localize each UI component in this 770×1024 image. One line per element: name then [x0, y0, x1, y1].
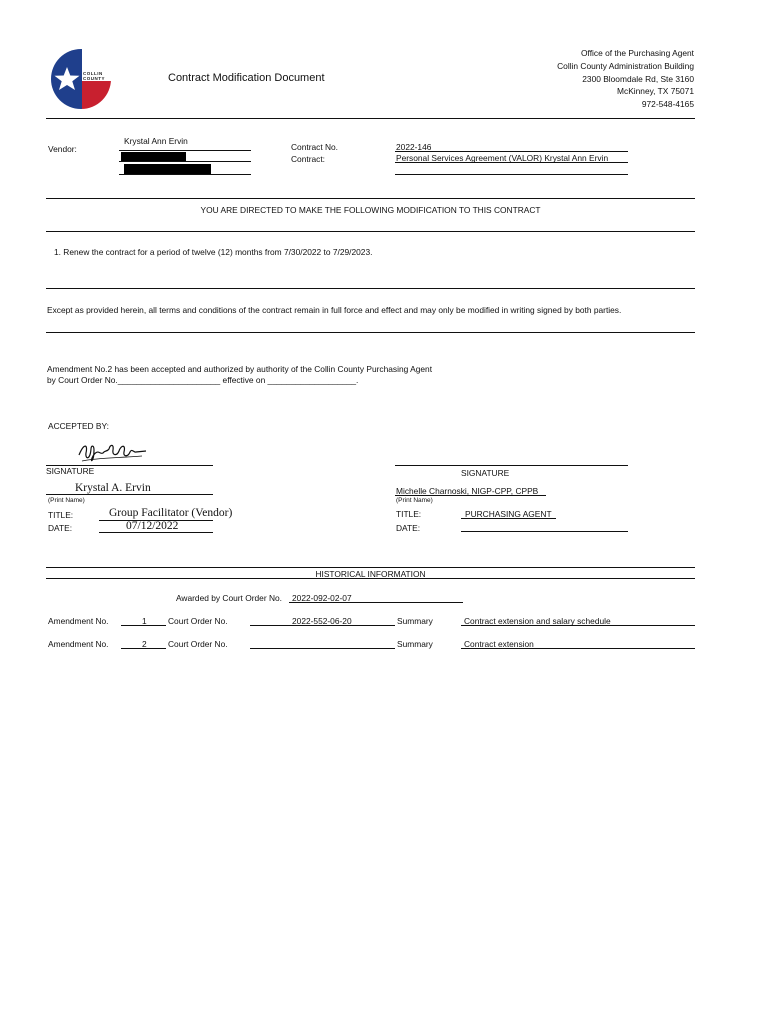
- vendor-line: [119, 150, 251, 151]
- contract-no-value: 2022-146: [396, 142, 432, 152]
- amendment-number: 2: [142, 639, 147, 649]
- vendor-title: Group Facilitator (Vendor): [109, 507, 233, 519]
- summary-value: Contract extension and salary schedule: [464, 616, 611, 626]
- date-label: DATE:: [48, 523, 73, 533]
- divider: [46, 198, 695, 199]
- title-label: TITLE:: [396, 509, 422, 519]
- print-name-label: (Print Name): [396, 497, 433, 504]
- amendment-line: Amendment No.2 has been accepted and authorized by authority of the Collin County Purchasing Agent: [47, 364, 433, 374]
- vendor-line: [119, 161, 251, 162]
- county-logo: [50, 48, 114, 110]
- amendment-line: by Court Order No.______________________ effective on ___________________.: [47, 375, 359, 385]
- amendment-line: [121, 625, 166, 626]
- office-line: Collin County Administration Building: [557, 60, 694, 71]
- signature-label: SIGNATURE: [46, 466, 95, 476]
- office-line: 2300 Bloomdale Rd, Ste 3160: [582, 73, 694, 84]
- court-order-label: Court Order No.: [168, 616, 228, 626]
- contract-value: Personal Services Agreement (VALOR) Krystal Ann Ervin: [396, 153, 609, 163]
- office-line: Office of the Purchasing Agent: [581, 48, 694, 58]
- vendor-name: Krystal Ann Ervin: [124, 136, 188, 146]
- amendment-label: Amendment No.: [48, 616, 109, 626]
- county-print-name: Michelle Charnoski, NIGP-CPP, CPPB: [396, 486, 539, 496]
- summary-label: Summary: [397, 616, 433, 626]
- logo-text: COLLIN COUNTY: [83, 71, 105, 81]
- court-order-value: 2022-552-06-20: [292, 616, 352, 626]
- title-label: TITLE:: [48, 510, 74, 520]
- county-title: PURCHASING AGENT: [465, 509, 552, 519]
- contract-line: [395, 174, 628, 175]
- contract-line: [395, 151, 628, 152]
- vendor-date: 07/12/2022: [126, 520, 179, 532]
- contract-label: Contract:: [291, 154, 325, 164]
- title-line: [461, 518, 556, 519]
- divider: [46, 118, 695, 119]
- summary-value: Contract extension: [464, 639, 534, 649]
- date-line: [461, 531, 628, 532]
- signature-line: [395, 465, 628, 466]
- print-name-label: (Print Name): [48, 497, 85, 504]
- history-heading: HISTORICAL INFORMATION: [315, 569, 426, 579]
- date-label: DATE:: [396, 523, 421, 533]
- summary-label: Summary: [397, 639, 433, 649]
- awarded-value: 2022-092-02-07: [292, 593, 352, 603]
- divider: [46, 332, 695, 333]
- print-name-line: [395, 495, 546, 496]
- contract-line: [395, 162, 628, 163]
- court-order-line: [250, 625, 395, 626]
- accepted-by-label: ACCEPTED BY:: [48, 421, 109, 431]
- directive-text: YOU ARE DIRECTED TO MAKE THE FOLLOWING MODIFICATION TO THIS CONTRACT: [200, 205, 541, 215]
- summary-line: [461, 648, 695, 649]
- vendor-print-name: Krystal A. Ervin: [75, 482, 151, 494]
- contract-no-label: Contract No.: [291, 142, 339, 152]
- amendment-line: [121, 648, 166, 649]
- except-text: Except as provided herein, all terms and conditions of the contract remain in full force and effect and may only be modified in writing signed by both parties.: [47, 305, 622, 315]
- summary-line: [461, 625, 695, 626]
- signature-label: SIGNATURE: [461, 468, 510, 478]
- vendor-line: [119, 174, 251, 175]
- office-address: [557, 48, 694, 109]
- office-line: McKinney, TX 75071: [617, 86, 694, 97]
- print-name-line: [46, 494, 213, 495]
- handwritten-signature: [76, 441, 150, 465]
- page-title: Contract Modification Document: [168, 72, 325, 84]
- awarded-line: [289, 602, 463, 603]
- awarded-label: Awarded by Court Order No.: [176, 593, 282, 603]
- modification-item: 1. Renew the contract for a period of twelve (12) months from 7/30/2022 to 7/29/2023.: [54, 247, 373, 257]
- court-order-label: Court Order No.: [168, 639, 228, 649]
- divider: [46, 231, 695, 232]
- redacted-address: [121, 152, 186, 161]
- office-line: 972-548-4165: [641, 99, 694, 110]
- amendment-label: Amendment No.: [48, 639, 109, 649]
- divider: [46, 288, 695, 289]
- court-order-line: [250, 648, 395, 649]
- vendor-label: Vendor:: [48, 144, 77, 154]
- divider: [46, 567, 695, 568]
- amendment-number: 1: [142, 616, 147, 626]
- divider: [46, 578, 695, 579]
- date-line: [99, 532, 213, 533]
